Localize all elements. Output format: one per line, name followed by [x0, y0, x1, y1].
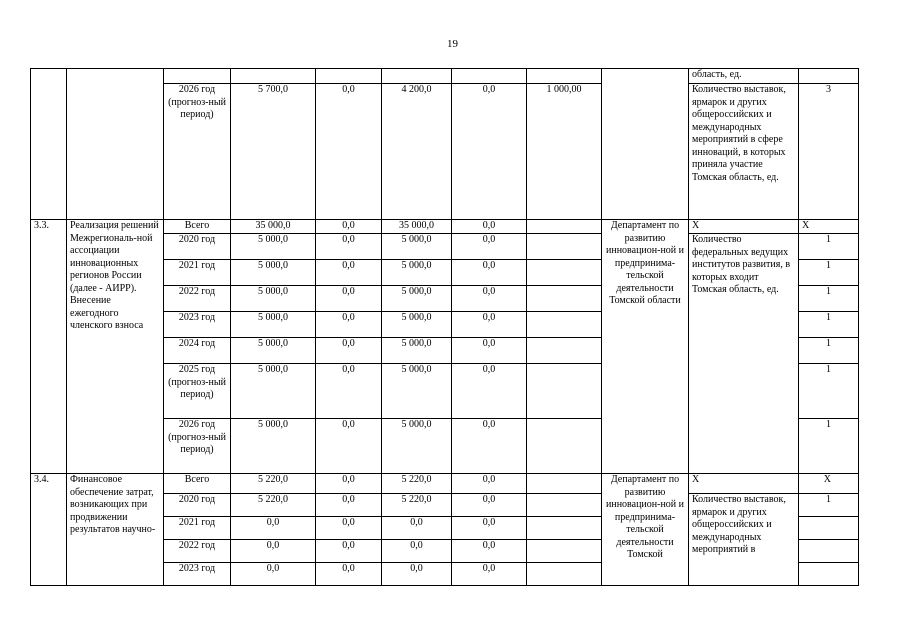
- federal-cell: 0,0: [316, 338, 382, 364]
- regional-cell: 0,0: [382, 540, 452, 563]
- table-row: [31, 474, 859, 494]
- year-cell: 2023 год: [164, 563, 231, 586]
- total-cell: [231, 69, 316, 84]
- indicator-value-cell: 1: [799, 494, 859, 517]
- indicator-value-cell: 1: [799, 364, 859, 419]
- year-cell: Всего: [164, 220, 231, 234]
- year-cell: 2022 год: [164, 286, 231, 312]
- total-cell: 5 220,0: [231, 474, 316, 494]
- total-cell: 5 000,0: [231, 338, 316, 364]
- extra-cell: [527, 338, 602, 364]
- item-name-cell: Реализация решений Межрегиональ-ной ассоциации инновационных регионов России (далее - АИРР). Внесение ежегодного членского взноса: [67, 220, 164, 474]
- indicator-value-cell: [799, 540, 859, 563]
- regional-cell: [382, 69, 452, 84]
- local-cell: 0,0: [452, 563, 527, 586]
- indicator-value-cell: 1: [799, 338, 859, 364]
- federal-cell: 0,0: [316, 474, 382, 494]
- page-number: 19: [447, 38, 458, 50]
- federal-cell: 0,0: [316, 540, 382, 563]
- item-number-cell: [31, 69, 67, 220]
- federal-cell: 0,0: [316, 260, 382, 286]
- indicator-value-cell: 1: [799, 234, 859, 260]
- local-cell: 0,0: [452, 517, 527, 540]
- regional-cell: 35 000,0: [382, 220, 452, 234]
- year-cell: 2022 год: [164, 540, 231, 563]
- regional-cell: 4 200,0: [382, 84, 452, 220]
- local-cell: 0,0: [452, 364, 527, 419]
- year-cell: Всего: [164, 474, 231, 494]
- local-cell: 0,0: [452, 419, 527, 474]
- total-cell: 5 000,0: [231, 286, 316, 312]
- total-cell: 5 000,0: [231, 312, 316, 338]
- local-cell: 0,0: [452, 494, 527, 517]
- regional-cell: 5 000,0: [382, 419, 452, 474]
- local-cell: [452, 69, 527, 84]
- total-cell: 0,0: [231, 540, 316, 563]
- program-table: [30, 68, 859, 586]
- federal-cell: 0,0: [316, 563, 382, 586]
- regional-cell: 5 000,0: [382, 338, 452, 364]
- total-cell: 0,0: [231, 563, 316, 586]
- indicator-value-cell: 1: [799, 286, 859, 312]
- indicator-value-cell: Х: [799, 474, 859, 494]
- federal-cell: 0,0: [316, 494, 382, 517]
- total-cell: 35 000,0: [231, 220, 316, 234]
- extra-cell: [527, 69, 602, 84]
- executor-cell: [602, 69, 689, 220]
- extra-cell: [527, 220, 602, 234]
- extra-cell: [527, 260, 602, 286]
- executor-cell: Департамент по развитию инновацион-ной и предпринима-тельской деятельности Томской: [602, 474, 689, 586]
- regional-cell: 5 000,0: [382, 234, 452, 260]
- regional-cell: 5 000,0: [382, 260, 452, 286]
- federal-cell: 0,0: [316, 517, 382, 540]
- federal-cell: 0,0: [316, 312, 382, 338]
- extra-cell: 1 000,00: [527, 84, 602, 220]
- local-cell: 0,0: [452, 84, 527, 220]
- total-cell: 5 000,0: [231, 260, 316, 286]
- regional-cell: 5 220,0: [382, 474, 452, 494]
- indicator-cell: область, ед.: [689, 69, 799, 84]
- federal-cell: 0,0: [316, 419, 382, 474]
- item-number-cell: 3.4.: [31, 474, 67, 586]
- indicator-value-cell: [799, 69, 859, 84]
- federal-cell: 0,0: [316, 220, 382, 234]
- item-name-cell: [67, 69, 164, 220]
- total-cell: 5 000,0: [231, 234, 316, 260]
- local-cell: 0,0: [452, 220, 527, 234]
- extra-cell: [527, 312, 602, 338]
- local-cell: 0,0: [452, 234, 527, 260]
- table-row: [31, 69, 859, 84]
- federal-cell: 0,0: [316, 364, 382, 419]
- federal-cell: 0,0: [316, 234, 382, 260]
- year-cell: 2026 год (прогноз-ный период): [164, 419, 231, 474]
- total-cell: 0,0: [231, 517, 316, 540]
- extra-cell: [527, 474, 602, 494]
- executor-cell: Департамент по развитию инновацион-ной и предпринима-тельской деятельности Томской области: [602, 220, 689, 474]
- year-cell: 2025 год (прогноз-ный период): [164, 364, 231, 419]
- year-cell: 2020 год: [164, 494, 231, 517]
- extra-cell: [527, 364, 602, 419]
- indicator-cell: Х: [689, 474, 799, 494]
- year-cell: 2021 год: [164, 517, 231, 540]
- local-cell: 0,0: [452, 312, 527, 338]
- indicator-cell: Количество федеральных ведущих институтов развития, в которых входит Томская область, ед.: [689, 234, 799, 474]
- indicator-value-cell: 3: [799, 84, 859, 220]
- local-cell: 0,0: [452, 540, 527, 563]
- extra-cell: [527, 517, 602, 540]
- indicator-value-cell: 1: [799, 260, 859, 286]
- federal-cell: 0,0: [316, 286, 382, 312]
- local-cell: 0,0: [452, 286, 527, 312]
- federal-cell: [316, 69, 382, 84]
- indicator-value-cell: [799, 517, 859, 540]
- indicator-cell: Количество выставок, ярмарок и других общероссийских и международных мероприятий в: [689, 494, 799, 586]
- extra-cell: [527, 234, 602, 260]
- local-cell: 0,0: [452, 260, 527, 286]
- regional-cell: 0,0: [382, 517, 452, 540]
- year-cell: 2023 год: [164, 312, 231, 338]
- regional-cell: 5 000,0: [382, 312, 452, 338]
- year-cell: [164, 69, 231, 84]
- indicator-value-cell: 1: [799, 312, 859, 338]
- year-cell: 2026 год (прогноз-ный период): [164, 84, 231, 220]
- extra-cell: [527, 286, 602, 312]
- extra-cell: [527, 540, 602, 563]
- total-cell: 5 220,0: [231, 494, 316, 517]
- regional-cell: 0,0: [382, 563, 452, 586]
- regional-cell: 5 220,0: [382, 494, 452, 517]
- local-cell: 0,0: [452, 338, 527, 364]
- total-cell: 5 000,0: [231, 364, 316, 419]
- extra-cell: [527, 494, 602, 517]
- extra-cell: [527, 419, 602, 474]
- indicator-value-cell: Х: [799, 220, 859, 234]
- local-cell: 0,0: [452, 474, 527, 494]
- total-cell: 5 000,0: [231, 419, 316, 474]
- federal-cell: 0,0: [316, 84, 382, 220]
- table-row: [31, 220, 859, 234]
- year-cell: 2020 год: [164, 234, 231, 260]
- item-name-cell: Финансовое обеспечение затрат, возникающих при продвижении результатов научно-: [67, 474, 164, 586]
- extra-cell: [527, 563, 602, 586]
- year-cell: 2021 год: [164, 260, 231, 286]
- year-cell: 2024 год: [164, 338, 231, 364]
- indicator-value-cell: 1: [799, 419, 859, 474]
- indicator-value-cell: [799, 563, 859, 586]
- total-cell: 5 700,0: [231, 84, 316, 220]
- indicator-cell: Количество выставок, ярмарок и других общероссийских и международных мероприятий в сфере инноваций, в которых приняла участие Томская область, ед.: [689, 84, 799, 220]
- indicator-cell: Х: [689, 220, 799, 234]
- regional-cell: 5 000,0: [382, 286, 452, 312]
- regional-cell: 5 000,0: [382, 364, 452, 419]
- item-number-cell: 3.3.: [31, 220, 67, 474]
